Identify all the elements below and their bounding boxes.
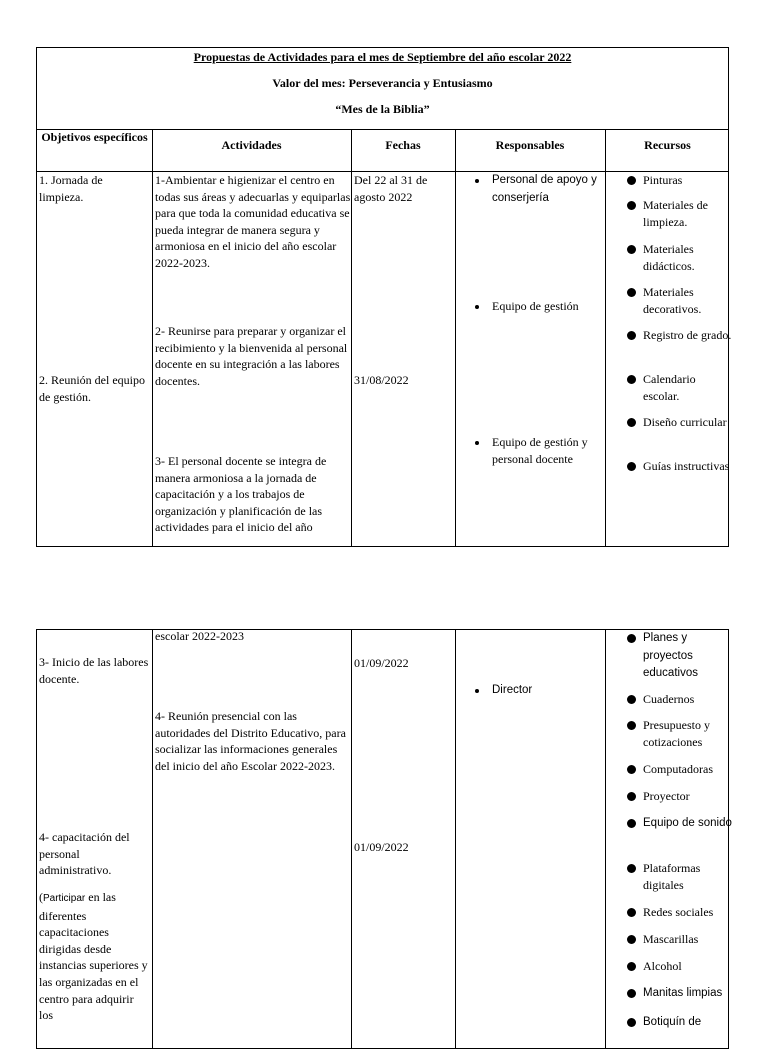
bullet-icon bbox=[627, 462, 636, 471]
bullet-icon bbox=[627, 418, 636, 427]
bullet-icon bbox=[627, 765, 636, 774]
bullet-icon bbox=[475, 441, 479, 445]
responsible-4-label: Director bbox=[492, 684, 533, 696]
header-recursos: Recursos bbox=[644, 138, 691, 152]
bullet-icon bbox=[627, 695, 636, 704]
bullet-icon bbox=[627, 962, 636, 971]
objective-4: 4- capacitación del personal administrativo. bbox=[39, 830, 130, 878]
column-divider bbox=[351, 129, 352, 546]
activities-table-page-2: escolar 2022-2023 3- Inicio de las labores docente. 4- capacitación del personal administrativo. (Participar en las diferentes capacitaciones dirigidas desde instancias superiores y las organizadas en el centro para adquirir los 4- Reunión presencial con las autoridades del Distrito Educativo, para socializar las informaciones generales del inicio del año Escolar 2022-2023. 01/09/2022 01/09/2022 Director Planes y proyectos educativos Cuadernos Presupuesto y cotizaciones Computadoras Proyector Equipo de sonido Plataformas digitales Redes sociales Mascarillas Alcohol Manitas limpias Botiquín de bbox=[36, 629, 729, 1049]
bullet-icon bbox=[627, 375, 636, 384]
header-objetivos: Objetivos específicos bbox=[41, 130, 148, 144]
bullet-icon bbox=[475, 179, 479, 183]
activity-3-continued: escolar 2022-2023 bbox=[155, 629, 244, 643]
bullet-icon bbox=[627, 989, 636, 998]
column-divider bbox=[455, 129, 456, 546]
responsible-1-label: Personal de apoyo y conserjería bbox=[492, 174, 597, 204]
bullet-icon bbox=[627, 792, 636, 801]
activity-1: 1-Ambientar e higienizar el centro en todas sus áreas y adecuarlas y equiparlas para que toda la comunidad educativa se pueda integrar de manera segura y armoniosa en el inicio del año escolar 2022-2023. bbox=[155, 173, 351, 270]
objective-1: 1. Jornada de limpieza. bbox=[39, 173, 103, 204]
responsible-2-label: Equipo de gestión bbox=[492, 299, 579, 313]
bullet-icon bbox=[475, 305, 479, 309]
date-3: 01/09/2022 bbox=[354, 656, 409, 670]
column-divider bbox=[152, 129, 153, 546]
month-theme: “Mes de la Biblia” bbox=[335, 102, 430, 116]
document-title: Propuestas de Actividades para el mes de Septiembre del año escolar 2022 bbox=[193, 50, 572, 64]
bullet-icon bbox=[627, 634, 636, 643]
objective-4-detail: (Participar en las diferentes capacitaciones dirigidas desde instancias superiores y las organizadas en el centro para adquirir los bbox=[39, 890, 148, 1023]
bullet-icon bbox=[627, 721, 636, 730]
bullet-icon bbox=[627, 176, 636, 185]
objective-3: 3- Inicio de las labores docente. bbox=[39, 655, 149, 686]
bullet-icon bbox=[627, 819, 636, 828]
value-of-month: Valor del mes: Perseverancia y Entusiasmo bbox=[272, 76, 493, 90]
header-fechas: Fechas bbox=[385, 138, 421, 152]
column-divider bbox=[605, 129, 606, 546]
bullet-icon bbox=[627, 935, 636, 944]
activities-table-page-1: Propuestas de Actividades para el mes de Septiembre del año escolar 2022 Valor del mes: Perseverancia y Entusiasmo “Mes de la Biblia” Objetivos específicos Actividades Fechas Responsables Recursos 1. Jornada de limpieza. 2. Reunión del equipo de gestión. 1-Ambientar e higienizar el centro en todas sus áreas y adecuarlas y equiparlas para que toda la comunidad educativa se pueda integrar de manera segura y armoniosa en el inicio del año escolar 2022-2023. 2- Reunirse para preparar y organizar el recibimiento y la bienvenida al personal docente en su integración a las labores docentes. 3- El personal docente se integra de manera armoniosa a la jornada de capacitación y a los trabajos de organización y planificación de las actividades para el inicio del año Del 22 al 31 de agosto 2022 31/08/2022 Personal de apoyo y conserjería Equipo de gestión Equipo de gestión y personal docente Pinturas Materiales de limpieza. Materiales didácticos. Materiales decorativos. Registro de grado. Calendario escolar. Diseño curricular Guías instructivas bbox=[36, 47, 729, 547]
activity-4: 4- Reunión presencial con las autoridades del Distrito Educativo, para socializar las informaciones generales del inicio del año Escolar 2022-2023. bbox=[155, 709, 346, 773]
bullet-icon bbox=[627, 245, 636, 254]
bullet-icon bbox=[627, 288, 636, 297]
column-divider bbox=[351, 630, 352, 1048]
bullet-icon bbox=[627, 908, 636, 917]
column-divider bbox=[152, 630, 153, 1048]
header-actividades: Actividades bbox=[221, 138, 282, 152]
column-divider bbox=[455, 630, 456, 1048]
column-divider bbox=[605, 630, 606, 1048]
responsible-3-label: Equipo de gestión y personal docente bbox=[492, 435, 588, 466]
date-1: Del 22 al 31 de agosto 2022 bbox=[354, 173, 428, 204]
date-4: 01/09/2022 bbox=[354, 840, 409, 854]
activity-2: 2- Reunirse para preparar y organizar el recibimiento y la bienvenida al personal docente en su integración a las labores docentes. bbox=[155, 324, 348, 388]
bullet-icon bbox=[627, 1018, 636, 1027]
objective-2: 2. Reunión del equipo de gestión. bbox=[39, 373, 145, 404]
activity-3: 3- El personal docente se integra de manera armoniosa a la jornada de capacitación y a los trabajos de organización y planificación de las actividades para el inicio del año bbox=[155, 454, 327, 535]
bullet-icon bbox=[627, 864, 636, 873]
date-2: 31/08/2022 bbox=[354, 373, 409, 387]
bullet-icon bbox=[627, 201, 636, 210]
header-responsables: Responsables bbox=[495, 138, 565, 152]
bullet-icon bbox=[627, 331, 636, 340]
bullet-icon bbox=[475, 689, 479, 693]
